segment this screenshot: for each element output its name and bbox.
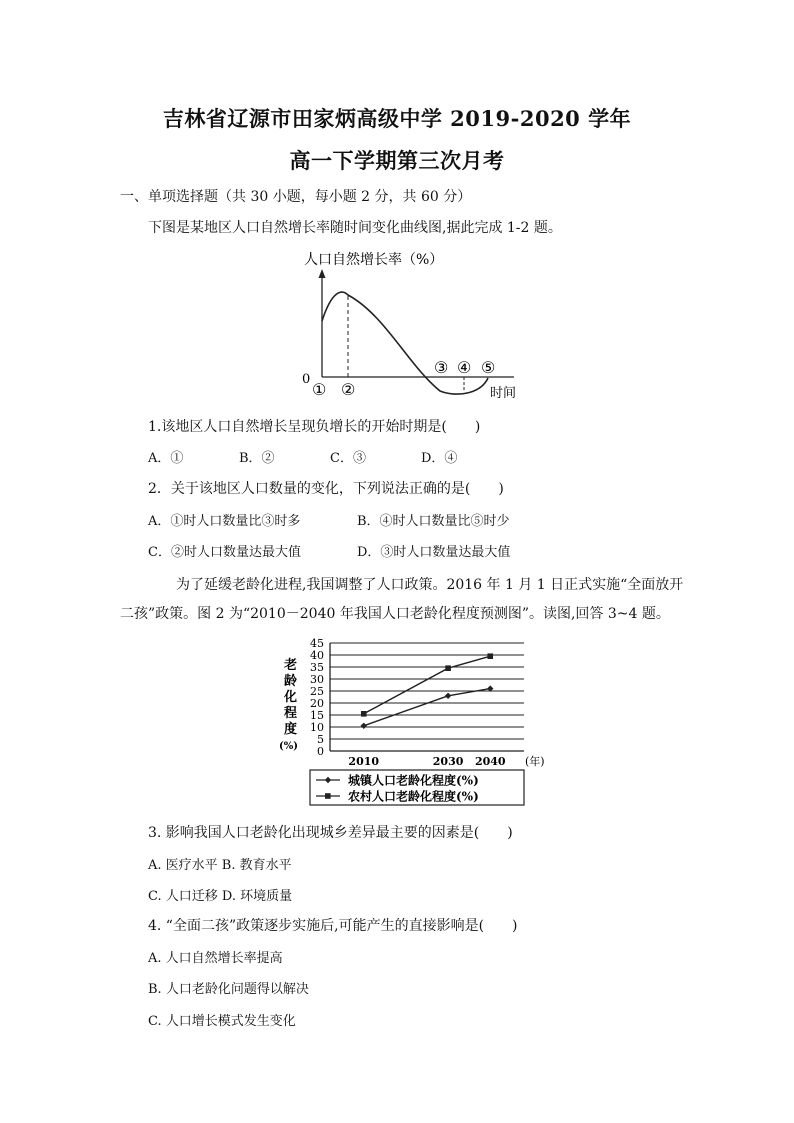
q3-options-row1[interactable]: A. 医疗水平 B. 教育水平 [148, 858, 292, 873]
chart-legend [316, 773, 479, 804]
ylabel-char: 度 [284, 722, 298, 737]
q3-stem: 3. 影响我国人口老龄化出现城乡差异最主要的因素是( ) [148, 825, 513, 841]
ytick-label: 40 [310, 649, 324, 662]
q4-option-c[interactable]: C. 人口增长模式发生变化 [148, 1014, 296, 1029]
data-point-square [487, 653, 493, 659]
chart-ylabel [279, 657, 298, 752]
marker-2: ② [341, 380, 356, 399]
figure1-xlabel: 时间 [490, 386, 517, 401]
q2-option-d[interactable]: D．③时人口数量达最大值 [357, 545, 511, 560]
marker-3: ③ [434, 358, 449, 377]
ylabel-char: 程 [284, 706, 298, 721]
aging-chart [270, 632, 550, 808]
xtick-label: 2030 [432, 755, 464, 768]
page-title-line1: 吉林省辽源市田家炳高级中学 2019-2020 学年 [162, 106, 632, 131]
q2-option-a[interactable]: A．①时人口数量比③时多 [148, 514, 301, 529]
xtick-label: 2010 [348, 755, 380, 768]
figure1-origin: 0 [302, 372, 311, 387]
legend-marker-square [325, 793, 331, 799]
chart-yticks [310, 637, 324, 758]
q4-option-b[interactable]: B. 人口老龄化问题得以解决 [148, 982, 309, 997]
ytick-label: 15 [310, 709, 324, 722]
marker-5: ⑤ [481, 358, 496, 377]
data-point-diamond [445, 693, 451, 699]
ytick-label: 5 [317, 733, 324, 746]
q2-option-b[interactable]: B．④时人口数量比⑤时少 [357, 514, 510, 529]
ytick-label: 45 [310, 637, 324, 650]
chart-gridlines [330, 643, 524, 751]
q3-options-row2[interactable]: C. 人口迁移 D. 环境质量 [148, 889, 293, 904]
growth-rate-figure [290, 245, 530, 405]
q2-stem: 2．关于该地区人口数量的变化，下列说法正确的是( ) [148, 481, 504, 497]
ylabel-char: (%) [279, 741, 298, 752]
ytick-label: 35 [310, 661, 324, 674]
series-line-1 [364, 689, 491, 726]
q1-option-a[interactable]: A．① [148, 451, 184, 466]
page-title-line2: 高一下学期第三次月考 [289, 148, 505, 173]
series-line-2 [364, 656, 491, 714]
q1-option-d[interactable]: D．④ [421, 451, 458, 466]
q4-stem: 4. “全面二孩”政策逐步实施后,可能产生的直接影响是( ) [148, 918, 518, 934]
ylabel-char: 化 [284, 690, 298, 705]
ytick-label: 25 [310, 685, 324, 698]
ytick-label: 0 [317, 745, 324, 758]
ytick-label: 20 [310, 697, 324, 710]
ytick-label: 10 [310, 721, 324, 734]
xtick-label: 2040 [474, 755, 506, 768]
legend-label: 城镇人口老龄化程度(%) [348, 773, 479, 788]
legend-marker-diamond [325, 777, 331, 783]
q2-option-c[interactable]: C．②时人口数量达最大值 [148, 545, 301, 560]
figure1-ylabel: 人口自然增长率（%） [304, 252, 444, 268]
marker-1: ① [312, 380, 327, 399]
ylabel-char: 龄 [284, 674, 298, 689]
intro-text-2-line1: 为了延缓老龄化进程,我国调整了人口政策。2016 年 1 月 1 日正式实施“全面放开 [176, 577, 684, 593]
q4-option-a[interactable]: A. 人口自然增长率提高 [148, 951, 283, 966]
chart-xticks [348, 754, 544, 768]
section-heading: 一、单项选择题（共 30 小题，每小题 2 分，共 60 分） [120, 189, 472, 205]
q1-option-c[interactable]: C．③ [330, 451, 366, 466]
data-point-diamond [361, 723, 367, 729]
data-point-square [445, 665, 451, 671]
marker-4: ④ [457, 358, 472, 377]
xaxis-unit: (年) [525, 755, 545, 768]
q1-stem: 1.该地区人口自然增长呈现负增长的开始时期是( ) [148, 419, 481, 435]
legend-label: 农村人口老龄化程度(%) [348, 789, 479, 804]
ytick-label: 30 [310, 673, 324, 686]
data-point-square [361, 711, 367, 717]
q1-option-b[interactable]: B．② [239, 451, 275, 466]
intro-text-2-line2: 二孩”政策。图 2 为“2010－2040 年我国人口老龄化程度预测图”。读图,回答 3~4 题。 [120, 606, 670, 622]
ylabel-char: 老 [284, 658, 298, 673]
intro-text-1: 下图是某地区人口自然增长率随时间变化曲线图,据此完成 1-2 题。 [148, 220, 562, 236]
